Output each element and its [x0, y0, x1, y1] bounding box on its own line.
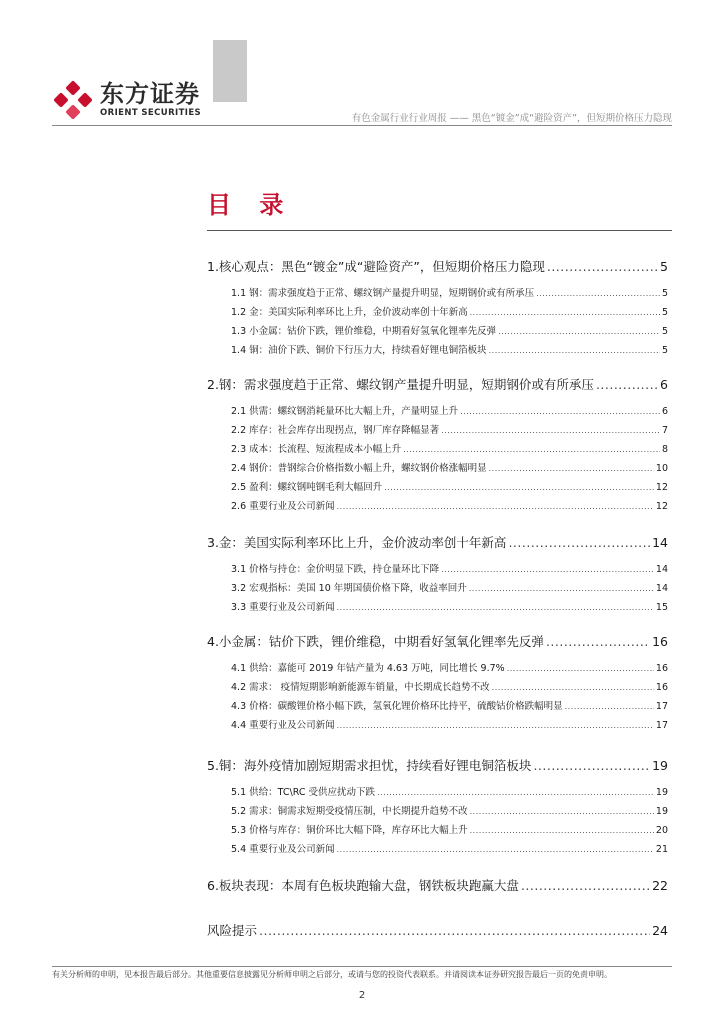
toc-leader-dots: [441, 426, 660, 435]
toc-leader-dots: [489, 464, 654, 473]
toc-entry-text: 3.金：美国实际利率环比上升，金价波动率创十年新高: [207, 535, 507, 550]
toc-leader-dots: [469, 584, 654, 593]
toc-leader-dots: [337, 721, 654, 730]
report-header-title: 有色金属行业行业周报 —— 黑色“镀金”成“避险资产”，但短期价格压力隐现: [351, 113, 672, 124]
toc-page-number: 22: [652, 878, 668, 893]
footer-divider: [52, 966, 672, 967]
toc-subsection-entry[interactable]: [207, 460, 668, 474]
toc-section-entry[interactable]: [207, 632, 668, 650]
orient-logo-icon: [52, 79, 94, 121]
toc-leader-dots: [498, 327, 660, 336]
toc-page-number: 19: [655, 806, 668, 817]
toc-page-number: 20: [655, 825, 668, 836]
toc-page-number: 5: [661, 307, 668, 318]
toc-subsection-entry[interactable]: [207, 698, 668, 712]
toc-entry-text: 2.2 库存：社会库存出现拐点，钢厂库存降幅显著: [231, 425, 440, 436]
toc-leader-dots: [546, 634, 650, 649]
toc-leader-dots: [489, 346, 660, 355]
page-number: 2: [358, 990, 366, 1001]
toc-page-number: 14: [655, 564, 668, 575]
toc-subsection-entry[interactable]: [207, 304, 668, 318]
toc-page-number: 5: [661, 288, 668, 299]
toc-entry-text: 3.1 价格与持仓：金价明显下跌，持仓量环比下降: [231, 564, 440, 575]
footer-disclaimer: 有关分析师的申明，见本报告最后部分。其他重要信息披露见分析师申明之后部分，或请与您的投资代表联系。并请阅读本证券研究报告最后一页的免责申明。: [52, 970, 612, 979]
toc-subsection-entry[interactable]: [207, 441, 668, 455]
toc-entry-text: 4.1 供给：嘉能可 2019 年钴产量为 4.63 万吨，同比增长 9.7%: [231, 663, 505, 674]
toc-page-number: 15: [655, 602, 668, 613]
toc-page-number: 19: [652, 758, 668, 773]
toc-leader-dots: [337, 603, 654, 612]
toc-section-entry[interactable]: [207, 533, 668, 551]
toc-section-entry[interactable]: [207, 756, 668, 774]
toc-subsection-entry[interactable]: [207, 803, 668, 817]
toc-subsection-entry[interactable]: [207, 422, 668, 436]
toc-leader-dots: [565, 702, 654, 711]
toc-subsection-entry[interactable]: [207, 841, 668, 855]
toc-section-entry[interactable]: [207, 876, 668, 894]
toc-entry-text: 2.6 重要行业及公司新闻: [231, 501, 335, 512]
toc-leader-dots: [508, 535, 650, 550]
toc-entry-text: 3.3 重要行业及公司新闻: [231, 602, 335, 613]
toc-entry-text: 2.5 盈利：螺纹钢吨钢毛利大幅回升: [231, 482, 383, 493]
toc-leader-dots: [384, 483, 654, 492]
header-decor-block: [213, 40, 247, 102]
toc-page-number: 6: [661, 406, 668, 417]
toc-entry-text: 3.2 宏观指标：美国 10 年期国债价格下降，收益率回升: [231, 583, 467, 594]
toc-entry-text: 2.1 供需：螺纹钢消耗量环比大幅上升，产量明显上升: [231, 406, 459, 417]
header-divider: [52, 125, 672, 126]
logo-english-name: ORIENT SECURITIES: [100, 108, 202, 118]
toc-subsection-entry[interactable]: [207, 561, 668, 575]
toc-entry-text: 风险提示: [207, 923, 258, 938]
toc-subsection-entry[interactable]: [207, 403, 668, 417]
toc-subsection-entry[interactable]: [207, 342, 668, 356]
toc-subsection-entry[interactable]: [207, 679, 668, 693]
toc-page-number: 24: [652, 923, 668, 938]
toc-title-divider: [207, 230, 672, 231]
toc-page-number: 16: [655, 663, 668, 674]
logo-chinese-name: 东方证券: [100, 80, 200, 108]
toc-entry-text: 4.小金属：钴价下跌，锂价维稳，中期看好氢氧化锂率先反弹: [207, 634, 544, 649]
toc-page-number: 16: [655, 682, 668, 693]
toc-leader-dots: [377, 788, 654, 797]
toc-page-number: 19: [655, 787, 668, 798]
toc-leader-dots: [259, 923, 650, 938]
toc-leader-dots: [337, 845, 654, 854]
toc-leader-dots: [470, 807, 654, 816]
toc-page-number: 5: [660, 259, 668, 274]
toc-title: 目 录: [207, 191, 294, 219]
toc-page-number: 12: [655, 501, 668, 512]
toc-entry-text: 2.钢：需求强度趋于正常、螺纹钢产量提升明显，短期钢价或有所承压: [207, 377, 594, 392]
toc-subsection-entry[interactable]: [207, 498, 668, 512]
toc-entry-text: 5.3 价格与库存：铜价环比大幅下降，库存环比大幅上升: [231, 825, 468, 836]
toc-entry-text: 5.铜：海外疫情加剧短期需求担忧，持续看好锂电铜箔板块: [207, 758, 532, 773]
toc-leader-dots: [521, 878, 650, 893]
toc-leader-dots: [441, 565, 654, 574]
toc-subsection-entry[interactable]: [207, 599, 668, 613]
toc-subsection-entry[interactable]: [207, 323, 668, 337]
toc-page-number: 7: [661, 425, 668, 436]
toc-subsection-entry[interactable]: [207, 285, 668, 299]
company-logo: [52, 78, 201, 122]
toc-leader-dots: [470, 308, 660, 317]
toc-entry-text: 4.2 需求： 疫情短期影响新能源车销量，中长期成长趋势不改: [231, 682, 490, 693]
toc-page-number: 5: [661, 326, 668, 337]
toc-subsection-entry[interactable]: [207, 717, 668, 731]
toc-entry-text: 5.4 重要行业及公司新闻: [231, 844, 335, 855]
toc-subsection-entry[interactable]: [207, 822, 668, 836]
toc-leader-dots: [547, 259, 658, 274]
toc-subsection-entry[interactable]: [207, 580, 668, 594]
toc-subsection-entry[interactable]: [207, 479, 668, 493]
toc-leader-dots: [470, 826, 654, 835]
toc-page-number: 12: [655, 482, 668, 493]
toc-leader-dots: [492, 683, 654, 692]
toc-entry-text: 6.板块表现：本周有色板块跑输大盘，钢铁板块跑赢大盘: [207, 878, 519, 893]
toc-leader-dots: [337, 502, 654, 511]
toc-page-number: 16: [652, 634, 668, 649]
toc-entry-text: 1.1 钢：需求强度趋于正常、螺纹钢产量提升明显，短期钢价或有所承压: [231, 288, 535, 299]
toc-subsection-entry[interactable]: [207, 784, 668, 798]
toc-entry-text: 4.3 价格：碳酸锂价格小幅下跌，氢氧化锂价格环比持平，硫酸钴价格跌幅明显: [231, 701, 563, 712]
toc-leader-dots: [596, 377, 658, 392]
toc-page-number: 5: [661, 345, 668, 356]
toc-page-number: 6: [660, 377, 668, 392]
toc-entry-text: 5.1 供给：TC\RC 受供应扰动下跌: [231, 787, 375, 798]
toc-page-number: 17: [655, 720, 668, 731]
toc-leader-dots: [536, 289, 660, 298]
toc-leader-dots: [533, 758, 650, 773]
toc-page-number: 10: [655, 463, 668, 474]
toc-leader-dots: [507, 664, 654, 673]
toc-entry-text: 5.2 需求：铜需求短期受疫情压制，中长期提升趋势不改: [231, 806, 468, 817]
toc-entry-text: 1.核心观点：黑色“镀金”成“避险资产”，但短期价格压力隐现: [207, 259, 545, 274]
toc-page-number: 14: [655, 583, 668, 594]
toc-entry-text: 1.2 金：美国实际利率环比上升，金价波动率创十年新高: [231, 307, 468, 318]
toc-section-entry[interactable]: [207, 375, 668, 393]
toc-section-entry[interactable]: [207, 257, 668, 275]
toc-subsection-entry[interactable]: [207, 660, 668, 674]
toc-page-number: 8: [661, 444, 668, 455]
toc-entry-text: 4.4 重要行业及公司新闻: [231, 720, 335, 731]
toc-entry-text: 2.3 成本：长流程、短流程成本小幅上升: [231, 444, 402, 455]
toc-entry-text: 1.4 铜：油价下跌、铜价下行压力大，持续看好锂电铜箔板块: [231, 345, 487, 356]
toc-section-entry[interactable]: [207, 921, 668, 939]
toc-leader-dots: [403, 445, 660, 454]
toc-entry-text: 1.3 小金属：钴价下跌，锂价维稳，中期看好氢氧化锂率先反弹: [231, 326, 497, 337]
toc-page-number: 14: [652, 535, 668, 550]
toc-page-number: 21: [655, 844, 668, 855]
toc-entry-text: 2.4 钢价：普钢综合价格指数小幅上升，螺纹钢价格涨幅明显: [231, 463, 487, 474]
toc-page-number: 17: [655, 701, 668, 712]
toc-leader-dots: [460, 407, 660, 416]
